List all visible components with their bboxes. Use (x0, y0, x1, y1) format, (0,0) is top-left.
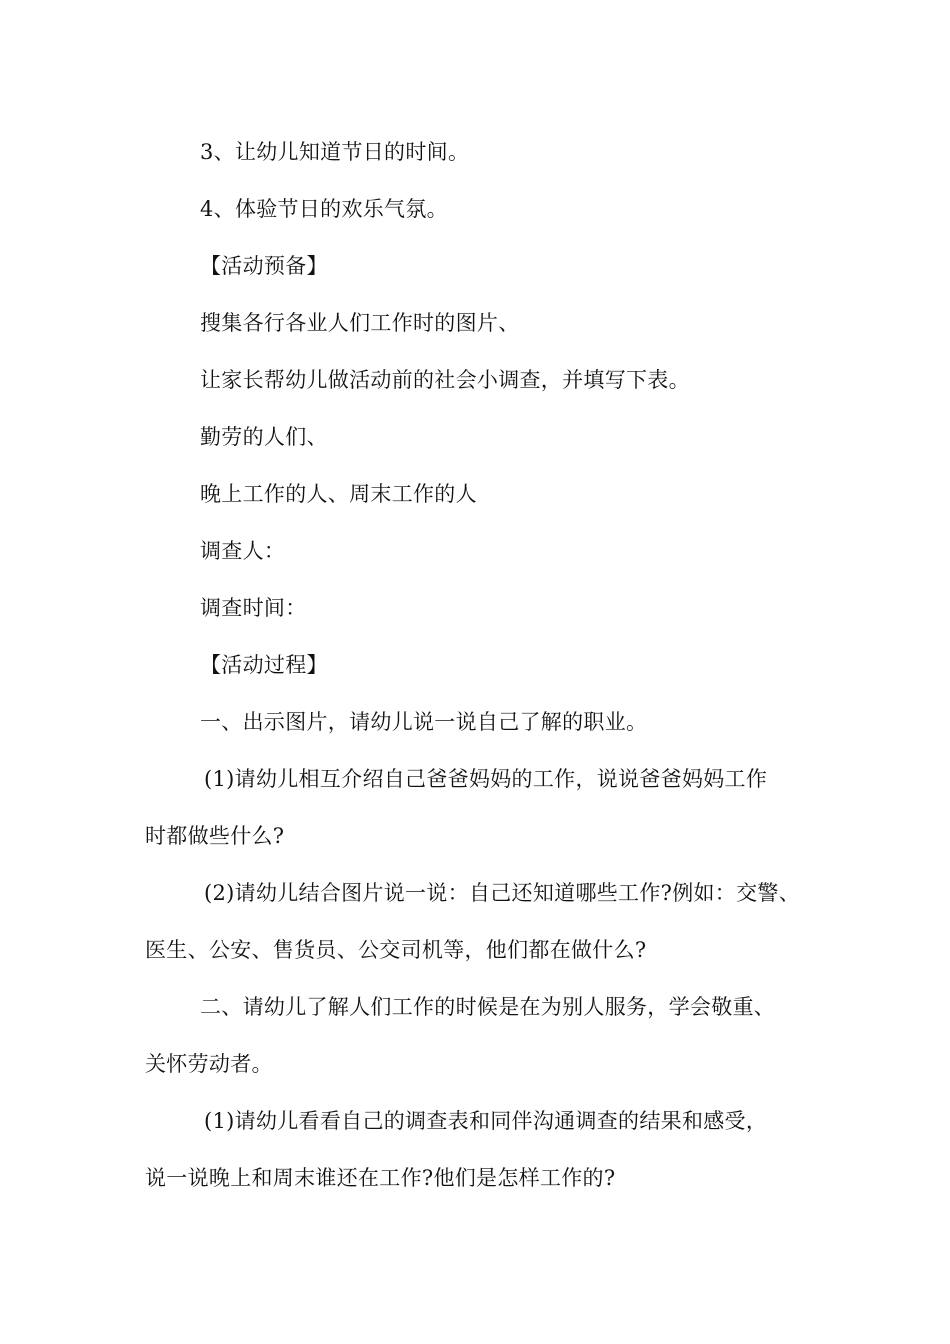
paragraph: (1)请幼儿相互介绍自己爸爸妈妈的工作，说说爸爸妈妈工作 (204, 767, 768, 791)
paragraph: 搜集各行各业人们工作时的图片、 (200, 311, 520, 335)
paragraph: 勤劳的人们、 (200, 425, 328, 449)
objective-4: 4、体验节日的欢乐气氛。 (200, 197, 448, 221)
objective-3: 3、让幼儿知道节日的时间。 (200, 140, 470, 164)
paragraph: 二、请幼儿了解人们工作的时候是在为别人服务，学会敬重、 (200, 995, 776, 1019)
paragraph: 一、出示图片，请幼儿说一说自己了解的职业。 (200, 710, 648, 734)
paragraph: (1)请幼儿看看自己的调查表和同伴沟通调查的结果和感受， (204, 1109, 768, 1133)
paragraph-continuation: 说一说晚上和周末谁还在工作?他们是怎样工作的? (145, 1166, 616, 1190)
paragraph-continuation: 医生、公安、售货员、公交司机等，他们都在做什么? (145, 938, 647, 962)
section-heading-process: 【活动过程】 (200, 653, 328, 677)
paragraph: 让家长帮幼儿做活动前的社会小调查，并填写下表。 (200, 368, 690, 392)
survey-time-label: 调查时间： (200, 596, 307, 620)
paragraph-continuation: 时都做些什么? (145, 824, 285, 848)
paragraph: (2)请幼儿结合图片说一说：自己还知道哪些工作?例如：交警、 (204, 881, 801, 905)
section-heading-preparation: 【活动预备】 (200, 254, 328, 278)
paragraph-continuation: 关怀劳动者。 (145, 1052, 273, 1076)
survey-person-label: 调查人： (200, 539, 286, 563)
paragraph: 晚上工作的人、周末工作的人 (200, 482, 477, 506)
